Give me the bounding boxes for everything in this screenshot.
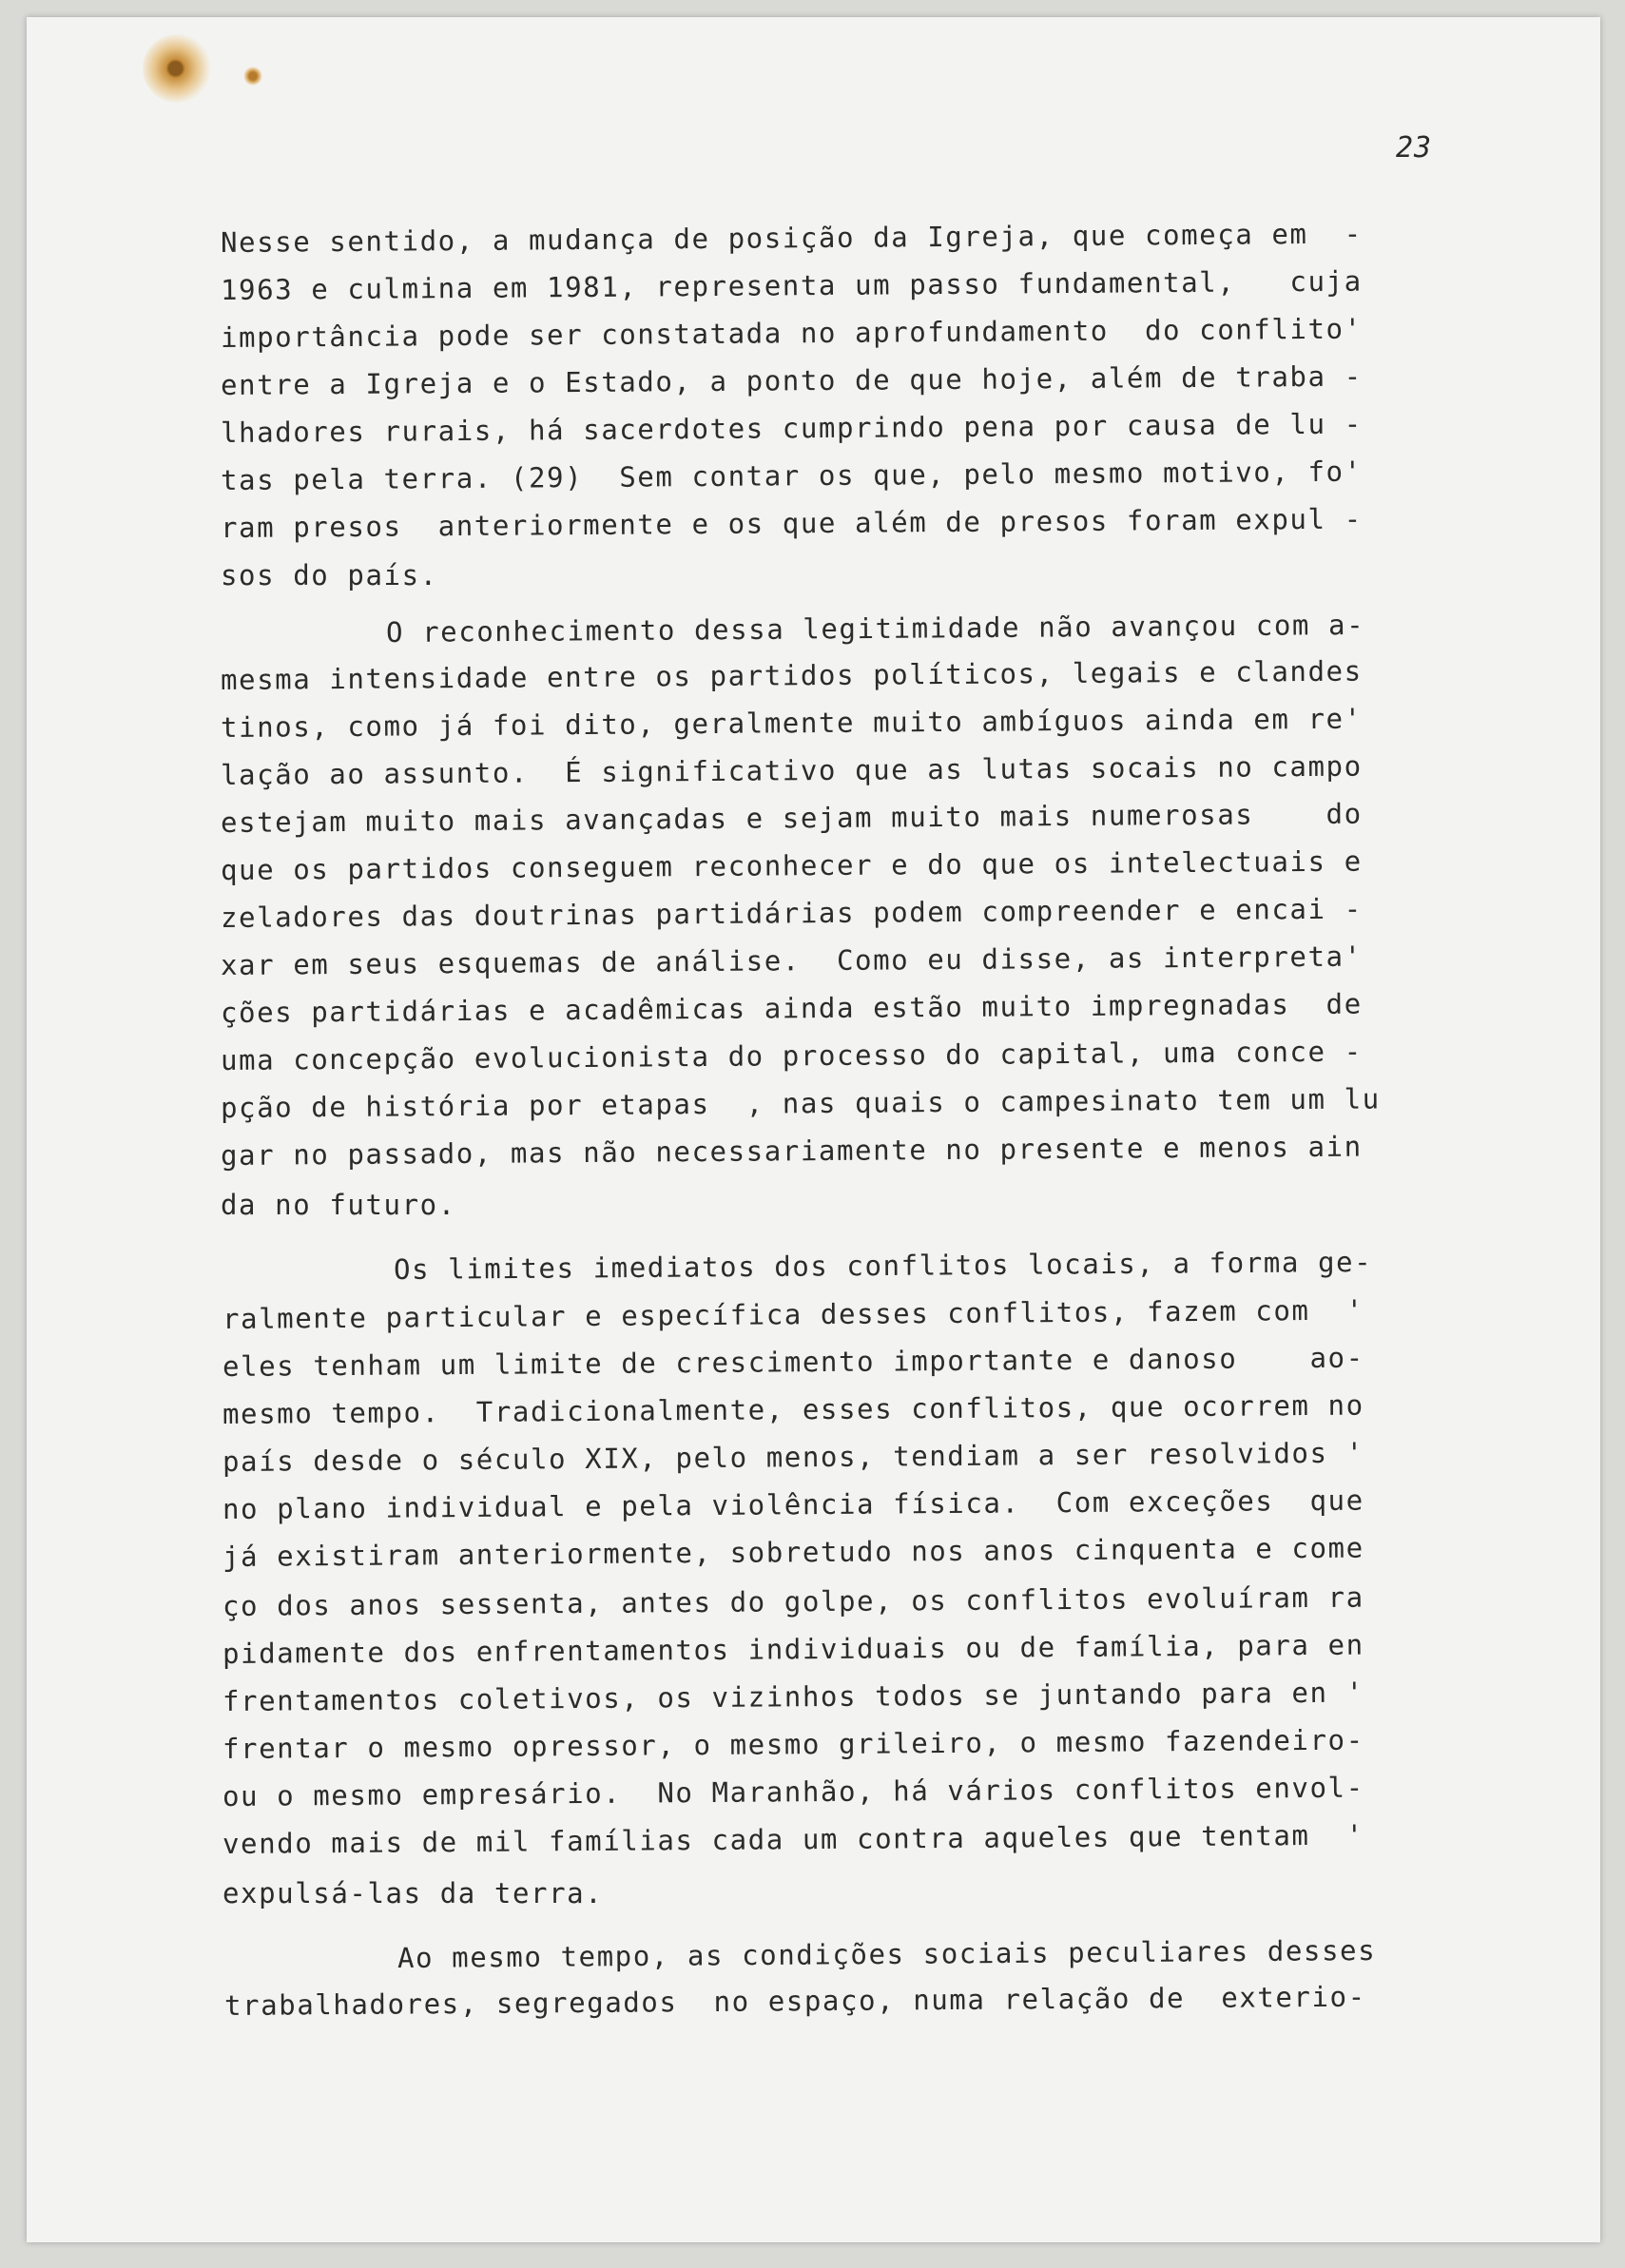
- text-line: Ao mesmo tempo, as condições sociais peculiares desses: [397, 1933, 1377, 1974]
- text-line: zeladores das doutrinas partidárias podem compreender e encai -: [220, 892, 1363, 934]
- text-line: mesmo tempo. Tradicionalmente, esses conflitos, que ocorrem no: [222, 1388, 1364, 1430]
- text-line: ou o mesmo empresário. No Maranhão, há vários conflitos envol-: [222, 1771, 1364, 1812]
- text-line: sos do país.: [221, 559, 438, 591]
- text-line: ram presos anteriormente e os que além de presos foram expul -: [220, 502, 1363, 544]
- page-number: 23: [1396, 131, 1433, 165]
- text-line: no plano individual e pela violência física. Com exceções que: [222, 1483, 1364, 1525]
- text-line: pção de história por etapas , nas quais o campesinato tem um lu: [220, 1082, 1381, 1124]
- text-line: vendo mais de mil famílias cada um contra aqueles que tentam ': [222, 1818, 1364, 1860]
- text-line: frentar o mesmo opressor, o mesmo grileiro, o mesmo fazendeiro-: [222, 1723, 1364, 1765]
- text-line: eles tenham um limite de crescimento importante e danoso ao-: [222, 1341, 1364, 1383]
- text-line: ço dos anos sessenta, antes do golpe, os conflitos evoluíram ra: [222, 1580, 1364, 1622]
- text-line: uma concepção evolucionista do processo do capital, uma conce -: [220, 1035, 1363, 1076]
- text-line: xar em seus esquemas de análise. Como eu disse, as interpreta': [220, 940, 1363, 981]
- text-line: 1963 e culmina em 1981, representa um passo fundamental, cuja: [220, 264, 1363, 306]
- text-line: tas pela terra. (29) Sem contar os que, pelo mesmo motivo, fo': [220, 455, 1363, 496]
- text-line: mesma intensidade entre os partidos políticos, legais e clandes: [220, 654, 1363, 696]
- text-line: ralmente particular e específica desses conflitos, fazem com ': [222, 1293, 1364, 1335]
- text-line: frentamentos coletivos, os vizinhos todos se juntando para en ': [222, 1676, 1364, 1717]
- document-page: [27, 17, 1600, 2242]
- text-line: pidamente dos enfrentamentos individuais ou de família, para en: [222, 1628, 1364, 1670]
- text-line: Os limites imediatos dos conflitos locais, a forma ge-: [393, 1245, 1373, 1286]
- text-line: já existiram anteriormente, sobretudo nos anos cinquenta e come: [222, 1531, 1364, 1573]
- text-line: lação ao assunto. É significativo que as lutas socais no campo: [220, 749, 1363, 791]
- text-line: tinos, como já foi dito, geralmente muito ambíguos ainda em re': [220, 702, 1363, 744]
- stain-mark: [143, 34, 211, 103]
- text-line: entre a Igreja e o Estado, a ponto de que hoje, além de traba -: [220, 359, 1363, 401]
- text-line: lhadores rurais, há sacerdotes cumprindo pena por causa de lu -: [220, 407, 1363, 449]
- text-line: ções partidárias e acadêmicas ainda estão muito impregnadas de: [220, 987, 1363, 1029]
- text-line: estejam muito mais avançadas e sejam muito mais numerosas do: [220, 797, 1363, 839]
- text-line: Nesse sentido, a mudança de posição da Igreja, que começa em -: [220, 217, 1363, 259]
- text-line: trabalhadores, segregados no espaço, numa relação de exterio-: [223, 1980, 1366, 2022]
- text-line: gar no passado, mas não necessariamente no presente e menos ain: [220, 1130, 1363, 1172]
- text-line: da no futuro.: [221, 1189, 456, 1221]
- text-line: expulsá-las da terra.: [222, 1877, 604, 1909]
- text-line: país desde o século XIX, pelo menos, tendiam a ser resolvidos ': [222, 1436, 1364, 1478]
- stain-mark-small: [243, 67, 262, 86]
- text-line: que os partidos conseguem reconhecer e do que os intelectuais e: [220, 844, 1363, 886]
- text-line: importância pode ser constatada no aprofundamento do conflito': [220, 312, 1363, 354]
- text-line: O reconhecimento dessa legitimidade não avançou com a-: [385, 608, 1365, 649]
